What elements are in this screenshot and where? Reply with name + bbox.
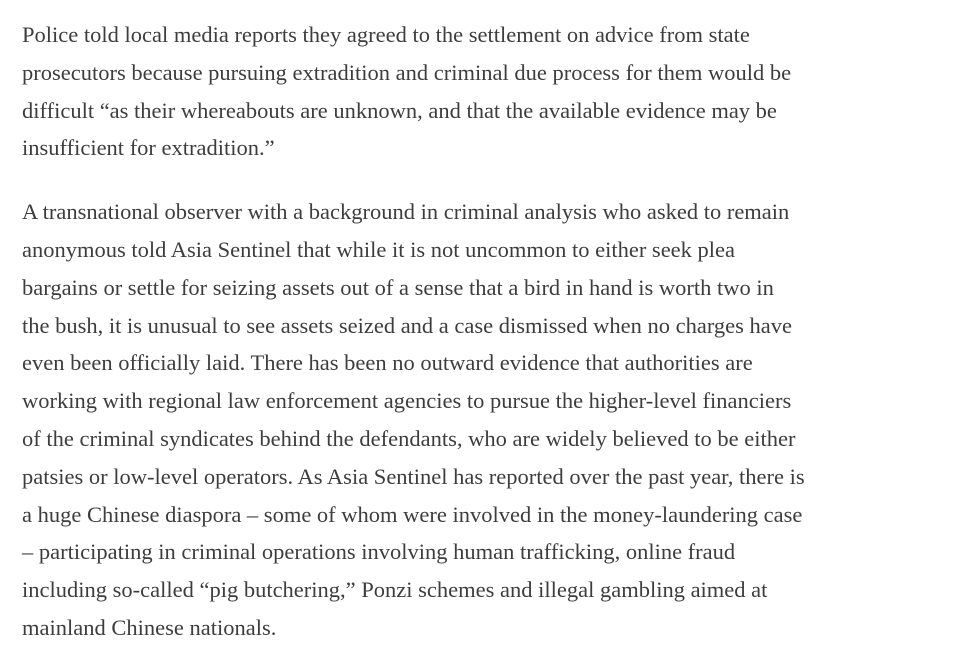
text-line: the bush, it is unusual to see assets seized and a case dismissed when no charges have [22, 312, 793, 338]
text-line: – participating in criminal operations involving human trafficking, online fraud [22, 539, 736, 565]
text-line: anonymous told Asia Sentinel that while it is not uncommon to either seek plea [22, 236, 736, 262]
text-line: A transnational observer with a background in criminal analysis who asked to remain [22, 199, 790, 225]
text-line: a huge Chinese diaspora – some of whom were involved in the money-laundering case [22, 501, 803, 527]
text-line: working with regional law enforcement agencies to pursue the higher-level financiers [22, 388, 792, 414]
text-line: difficult “as their whereabouts are unknown, and that the available evidence may be [22, 97, 777, 123]
text-line: of the criminal syndicates behind the defendants, who are widely believed to be either [22, 425, 796, 451]
text-line: bargains or settle for seizing assets out of a sense that a bird in hand is worth two in [22, 274, 774, 300]
paragraph-observer [22, 193, 935, 647]
text-line: prosecutors because pursuing extradition and criminal due process for them would be [22, 59, 792, 85]
text-line: Police told local media reports they agreed to the settlement on advice from state [22, 22, 750, 47]
text-line: mainland Chinese nationals. [22, 614, 277, 640]
text-line: insufficient for extradition.” [22, 135, 275, 161]
text-line: patsies or low-level operators. As Asia Sentinel has reported over the past year, there is [22, 463, 805, 489]
text-line: including so-called “pig butchering,” Ponzi schemes and illegal gambling aimed at [22, 577, 768, 603]
paragraph-settlement [22, 16, 935, 167]
text-line: even been officially laid. There has been no outward evidence that authorities are [22, 350, 753, 376]
